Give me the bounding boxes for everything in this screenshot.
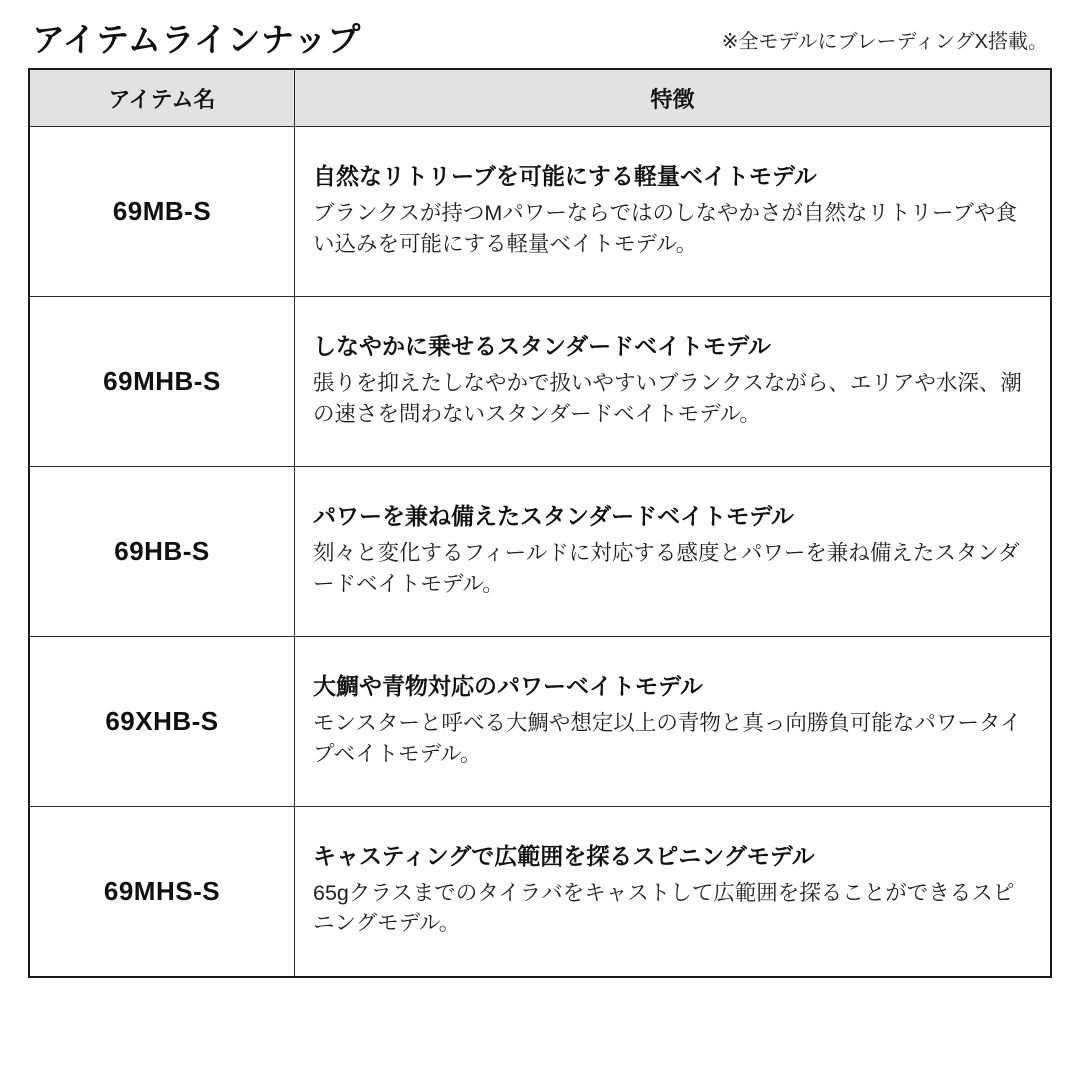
table-header-row <box>29 69 1051 127</box>
feature-title: 大鯛や青物対応のパワーベイトモデル <box>313 673 703 700</box>
item-name-cell: 69HB-S <box>29 467 295 637</box>
item-name-cell: 69XHB-S <box>29 637 295 807</box>
item-name-cell: 69MB-S <box>29 127 295 297</box>
feature-cell <box>295 127 1052 297</box>
table-row <box>29 127 1051 297</box>
feature-description: モンスターと呼べる大鯛や想定以上の青物と真っ向勝負可能なパワータイプベイトモデル。 <box>313 711 1022 766</box>
feature-cell <box>295 807 1052 977</box>
page-header <box>28 22 1052 68</box>
table-row <box>29 637 1051 807</box>
table-head <box>29 69 1051 127</box>
feature-title: 自然なリトリーブを可能にする軽量ベイトモデル <box>313 163 817 190</box>
feature-cell <box>295 467 1052 637</box>
column-header-item: アイテム名 <box>29 69 295 127</box>
lineup-table <box>28 68 1052 978</box>
feature-cell <box>295 637 1052 807</box>
page-title: アイテムラインナップ <box>32 21 361 58</box>
feature-title: しなやかに乗せるスタンダードベイトモデル <box>313 333 771 360</box>
table-row <box>29 467 1051 637</box>
item-name-cell: 69MHS-S <box>29 807 295 977</box>
table-row <box>29 297 1051 467</box>
column-header-feature: 特徴 <box>295 69 1052 127</box>
feature-title: パワーを兼ね備えたスタンダードベイトモデル <box>313 503 794 530</box>
table-row <box>29 807 1051 977</box>
table-body <box>29 127 1051 977</box>
feature-description: 刻々と変化するフィールドに対応する感度とパワーを兼ね備えたスタンダードベイトモデル。 <box>313 541 1020 596</box>
feature-title: キャスティングで広範囲を探るスピニングモデル <box>313 843 815 870</box>
feature-description: ブランクスが持つMパワーならではのしなやかさが自然なリトリーブや食い込みを可能にする軽量ベイトモデル。 <box>313 201 1017 256</box>
item-name-cell: 69MHB-S <box>29 297 295 467</box>
feature-cell <box>295 297 1052 467</box>
feature-description: 65gクラスまでのタイラバをキャストして広範囲を探ることができるスピニングモデル。 <box>313 880 1015 936</box>
feature-description: 張りを抑えたしなやかで扱いやすいブランクスながら、エリアや水深、潮の速さを問わないスタンダードベイトモデル。 <box>313 371 1022 426</box>
header-note: ※全モデルにブレーディングX搭載。 <box>721 31 1048 54</box>
